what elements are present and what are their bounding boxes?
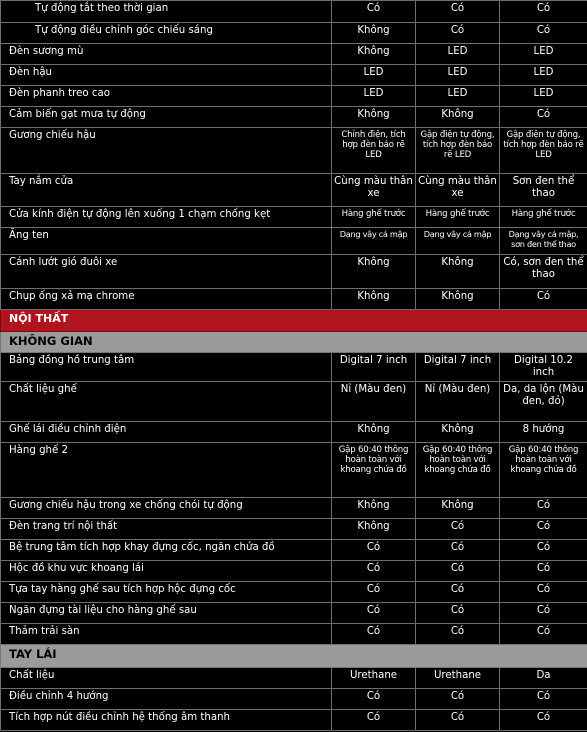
cell-value: Không: [332, 289, 416, 310]
table-row: [1, 382, 587, 422]
section-title: NỘI THẤT: [1, 310, 587, 332]
cell-value: Có: [416, 582, 500, 603]
table-row: [1, 207, 587, 228]
table-row: [1, 353, 587, 382]
row-label: Tựa tay hàng ghế sau tích hợp hộc đựng cốc: [1, 582, 332, 603]
cell-value: Có: [416, 689, 500, 710]
cell-value: Có: [500, 603, 587, 624]
cell-value: Không: [332, 44, 416, 65]
row-label: Cảm biến gạt mưa tự động: [1, 107, 332, 128]
row-label: Hộc đồ khu vực khoang lái: [1, 561, 332, 582]
row-label: Đèn phanh treo cao: [1, 86, 332, 107]
row-label: Bệ trung tâm tích hợp khay đựng cốc, ngăn chứa đồ: [1, 540, 332, 561]
row-label: Tích hợp nút điều chỉnh hệ thống âm thanh: [1, 710, 332, 731]
table-row: [1, 561, 587, 582]
row-label: Gương chiếu hậu: [1, 128, 332, 174]
cell-value: Có: [416, 624, 500, 645]
cell-value: Không: [332, 422, 416, 443]
cell-value: Có: [500, 519, 587, 540]
cell-value: Có: [500, 710, 587, 731]
row-label: Hàng ghế 2: [1, 443, 332, 498]
table-row: [1, 443, 587, 498]
table-row: [1, 519, 587, 540]
section-header-interior: [1, 310, 587, 332]
cell-value: Có: [332, 689, 416, 710]
group-title: TAY LÁI: [1, 645, 587, 668]
row-label: Tay nắm cửa: [1, 174, 332, 207]
table-row: [1, 86, 587, 107]
table-row: [1, 128, 587, 174]
table-row: [1, 65, 587, 86]
cell-value: Có: [500, 624, 587, 645]
row-label: Bảng đồng hồ trung tâm: [1, 353, 332, 382]
cell-value: Không: [416, 107, 500, 128]
cell-value: Gập điện tự động, tích hợp đèn báo rẽ LED: [416, 128, 500, 174]
cell-value: Digital 7 inch: [332, 353, 416, 382]
cell-value: Có: [416, 519, 500, 540]
cell-value: Có: [332, 710, 416, 731]
cell-value: Không: [416, 422, 500, 443]
cell-value: LED: [500, 86, 587, 107]
cell-value: LED: [416, 44, 500, 65]
cell-value: Gập điện tự động, tích hợp đèn báo rẽ LED: [500, 128, 587, 174]
cell-value: Cùng màu thân xe: [332, 174, 416, 207]
group-header-steering: [1, 645, 587, 668]
cell-value: Có: [500, 540, 587, 561]
table-row: [1, 228, 587, 255]
cell-value: Có: [416, 23, 500, 44]
table-row: [1, 540, 587, 561]
cell-value: Có: [500, 289, 587, 310]
cell-value: Có: [332, 624, 416, 645]
cell-value: Có: [500, 689, 587, 710]
cell-value: Có: [332, 603, 416, 624]
row-label: Đèn trang trí nội thất: [1, 519, 332, 540]
cell-value: Gập 60:40 thông hoàn toàn với khoang chứa đồ: [500, 443, 587, 498]
row-label: Chất liệu: [1, 668, 332, 689]
row-label: Điều chỉnh 4 hướng: [1, 689, 332, 710]
table-row: [1, 44, 587, 65]
table-row: [1, 710, 587, 731]
table-row: [1, 422, 587, 443]
cell-value: Dạng vây cá mập: [416, 228, 500, 255]
cell-value: Digital 7 inch: [416, 353, 500, 382]
cell-value: Có: [416, 561, 500, 582]
cell-value: Không: [332, 107, 416, 128]
cell-value: Có: [332, 561, 416, 582]
cell-value: Da, da lộn (Màu đen, đỏ): [500, 382, 587, 422]
cell-value: LED: [500, 65, 587, 86]
cell-value: Không: [332, 255, 416, 289]
cell-value: Có: [416, 1, 500, 23]
cell-value: Không: [416, 255, 500, 289]
cell-value: Cùng màu thân xe: [416, 174, 500, 207]
row-label: Gương chiếu hậu trong xe chống chói tự động: [1, 498, 332, 519]
cell-value: Chỉnh điện, tích hợp đèn báo rẽ LED: [332, 128, 416, 174]
cell-value: Có: [500, 561, 587, 582]
cell-value: Sơn đen thể thao: [500, 174, 587, 207]
cell-value: Có: [332, 540, 416, 561]
cell-value: Không: [416, 498, 500, 519]
group-title: KHÔNG GIAN: [1, 332, 587, 353]
cell-value: Hàng ghế trước: [416, 207, 500, 228]
cell-value: Có, sơn đen thể thao: [500, 255, 587, 289]
table-row: [1, 603, 587, 624]
cell-value: Có: [500, 1, 587, 23]
cell-value: Nỉ (Màu đen): [416, 382, 500, 422]
cell-value: Có: [500, 23, 587, 44]
cell-value: Có: [500, 498, 587, 519]
table-row: [1, 689, 587, 710]
table-row: [1, 23, 587, 44]
table-row: [1, 582, 587, 603]
cell-value: Có: [416, 710, 500, 731]
cell-value: LED: [332, 86, 416, 107]
table-row: [1, 624, 587, 645]
row-label: Ghế lái điều chỉnh điện: [1, 422, 332, 443]
cell-value: Hàng ghế trước: [500, 207, 587, 228]
cell-value: LED: [500, 44, 587, 65]
table-row: [1, 289, 587, 310]
cell-value: Có: [332, 1, 416, 23]
cell-value: Có: [332, 582, 416, 603]
table-row: [1, 174, 587, 207]
row-label: Ngăn đựng tài liệu cho hàng ghế sau: [1, 603, 332, 624]
cell-value: LED: [332, 65, 416, 86]
cell-value: Gập 60:40 thông hoàn toàn với khoang chứa đồ: [416, 443, 500, 498]
row-label: Tự động điều chỉnh góc chiếu sáng: [1, 23, 332, 44]
cell-value: Không: [332, 498, 416, 519]
row-label: Chụp ống xả mạ chrome: [1, 289, 332, 310]
cell-value: Không: [332, 23, 416, 44]
cell-value: Không: [416, 289, 500, 310]
table-row: [1, 668, 587, 689]
cell-value: Urethane: [416, 668, 500, 689]
cell-value: LED: [416, 65, 500, 86]
cell-value: Dạng vây cá mập: [332, 228, 416, 255]
cell-value: 8 hướng: [500, 422, 587, 443]
cell-value: Có: [416, 540, 500, 561]
row-label: Đèn sương mù: [1, 44, 332, 65]
row-label: Tự động tắt theo thời gian: [1, 1, 332, 23]
row-label: Ăng ten: [1, 228, 332, 255]
cell-value: Nỉ (Màu đen): [332, 382, 416, 422]
cell-value: Có: [500, 107, 587, 128]
cell-value: LED: [416, 86, 500, 107]
cell-value: Digital 10.2 inch: [500, 353, 587, 382]
table-row: [1, 255, 587, 289]
table-row: [1, 1, 587, 23]
cell-value: Có: [416, 603, 500, 624]
cell-value: Hàng ghế trước: [332, 207, 416, 228]
cell-value: Urethane: [332, 668, 416, 689]
row-label: Cửa kính điện tự động lên xuống 1 chạm chống kẹt: [1, 207, 332, 228]
table-row: [1, 498, 587, 519]
row-label: Cánh lướt gió đuôi xe: [1, 255, 332, 289]
row-label: Chất liệu ghế: [1, 382, 332, 422]
cell-value: Gập 60:40 thông hoàn toàn với khoang chứa đồ: [332, 443, 416, 498]
group-header-space: [1, 332, 587, 353]
row-label: Đèn hậu: [1, 65, 332, 86]
table-row: [1, 107, 587, 128]
cell-value: Có: [500, 582, 587, 603]
row-label: Thảm trải sàn: [1, 624, 332, 645]
cell-value: Dạng vây cá mập, sơn đen thể thao: [500, 228, 587, 255]
cell-value: Không: [332, 519, 416, 540]
cell-value: Da: [500, 668, 587, 689]
